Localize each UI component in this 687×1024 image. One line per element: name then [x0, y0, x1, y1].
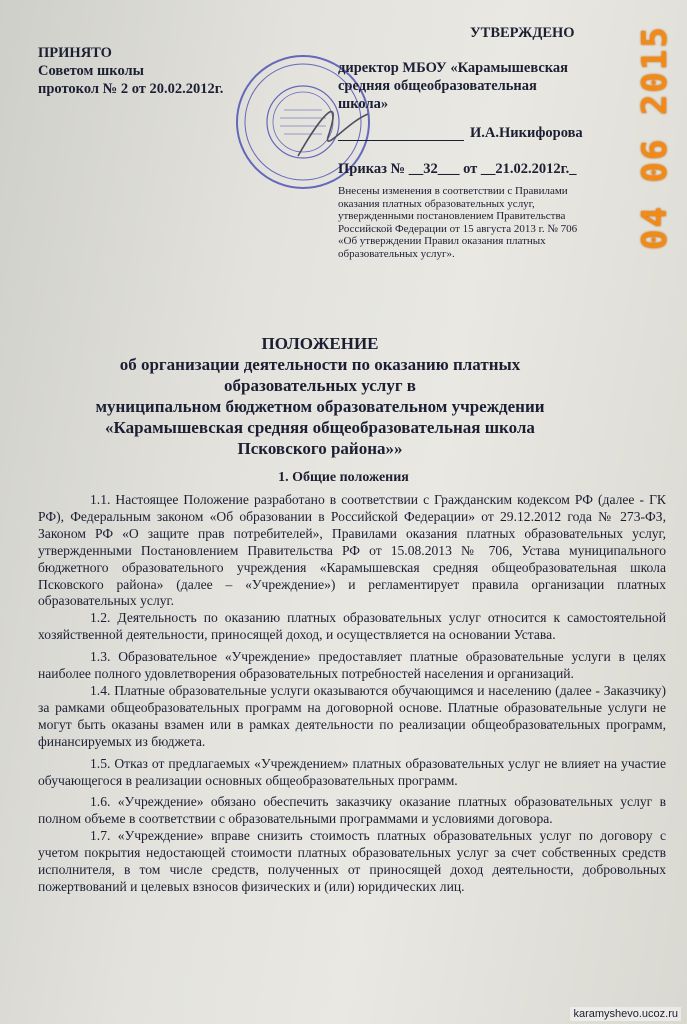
paragraph-1-3: 1.3. Образовательное «Учреждение» предоставляет платные образовательные услуги в целях наиболее полного удовлетворения образовательных потребностей населения и организаций.: [38, 649, 666, 682]
approved-line2: средняя общеобразовательная: [338, 78, 537, 94]
order-line: Приказ № __32___ от __21.02.2012г._: [338, 161, 577, 177]
accepted-line1: Советом школы: [38, 63, 144, 79]
approved-line1: директор МБОУ «Карамышевская: [338, 60, 569, 76]
document-body: [38, 492, 666, 896]
accepted-title: ПРИНЯТО: [38, 45, 112, 61]
paragraph-1-4: 1.4. Платные образовательные услуги оказываются обучающимся и населению (далее - Заказчику) за рамками общеобразовательных программ на договорной основе. Платные образовательные услуги не могут быть оказаны взамен или в рамках деятельности по реализации общеобразовательных программ, финансируемых из бюджета.: [38, 682, 666, 749]
title-line: об организации деятельности по оказанию платных: [119, 355, 521, 374]
paragraph-1-2: 1.2. Деятельность по оказанию платных образовательных услуг относится к самостоятельной хозяйственной деятельности, приносящей доход, и осуществляется на основании Устава.: [38, 610, 666, 643]
title-line: «Карамышевская средняя общеобразовательная школа: [105, 418, 535, 437]
paragraph-1-5: 1.5. Отказ от предлагаемых «Учреждением» платных образовательных услуг не влияет на участие обучающегося в реализации основных общеобразовательных программ.: [38, 755, 666, 788]
approved-block: [338, 59, 638, 113]
title-line: муниципальном бюджетном образовательном учреждении: [95, 397, 545, 416]
camera-date-stamp: 04 06 2015: [635, 25, 675, 250]
amendment-line: Внесены изменения в соответствии с Правилами: [338, 185, 568, 197]
amendment-line: Российской Федерации от 15 августа 2013 г. № 706: [338, 222, 578, 235]
approved-line3: школа»: [338, 96, 389, 112]
title-line: Псковского района»»: [237, 439, 403, 458]
title-line: ПОЛОЖЕНИЕ: [261, 334, 379, 353]
paragraph-1-7: 1.7. «Учреждение» вправе снизить стоимость платных образовательных услуг по договору с учетом покрытия недостающей стоимости платных образовательных услуг за счет собственных средств исполнителя, в том числе средств, полученных от приносящей доход деятельности, добровольных пожертвований и целевых взносов физических и (или) юридических лиц.: [38, 828, 666, 894]
signature-line: [338, 140, 464, 141]
title-line: образовательных услуг в: [224, 376, 416, 395]
document-title: [60, 333, 580, 459]
accepted-block: [38, 44, 248, 98]
site-url-watermark: karamyshevo.ucoz.ru: [570, 1007, 681, 1021]
amendment-line: утвержденными постановлением Правительства: [338, 210, 566, 222]
paragraph-1-1: 1.1. Настоящее Положение разработано в соответствии с Гражданским кодексом РФ (далее - ГК РФ), Федеральным законом «Об образовании в Российской Федерации» от 29.12.2012 года № 273-ФЗ, Законом РФ «О защите прав потребителей», Правилами оказания платных образовательных услуг, утвержденными Постановлением Правительства РФ от 15.08.2013 № 706, Устава муниципального бюджетного образовательного учреждения «Карамышевская средняя общеобразовательная школа Псковского района» (далее – «Учреждение») и регламентирует правила организации платных образовательных услуг.: [38, 492, 666, 609]
accepted-line2: протокол № 2 от 20.02.2012г.: [38, 81, 224, 97]
signature-name: И.А.Никифорова: [470, 125, 583, 141]
amendment-line: «Об утверждении Правил оказания платных: [338, 235, 546, 247]
section-heading: 1. Общие положения: [278, 470, 409, 485]
paragraph-1-6: 1.6. «Учреждение» обязано обеспечить заказчику оказание платных образовательных услуг в полном объеме в соответствии с образовательными программами и условиями договора.: [38, 794, 666, 827]
amendment-note: [338, 185, 628, 260]
approved-title: УТВЕРЖДЕНО: [470, 25, 575, 41]
amendment-line: образовательных услуг».: [338, 247, 455, 260]
amendment-line: оказания платных образовательных услуг,: [338, 197, 535, 210]
